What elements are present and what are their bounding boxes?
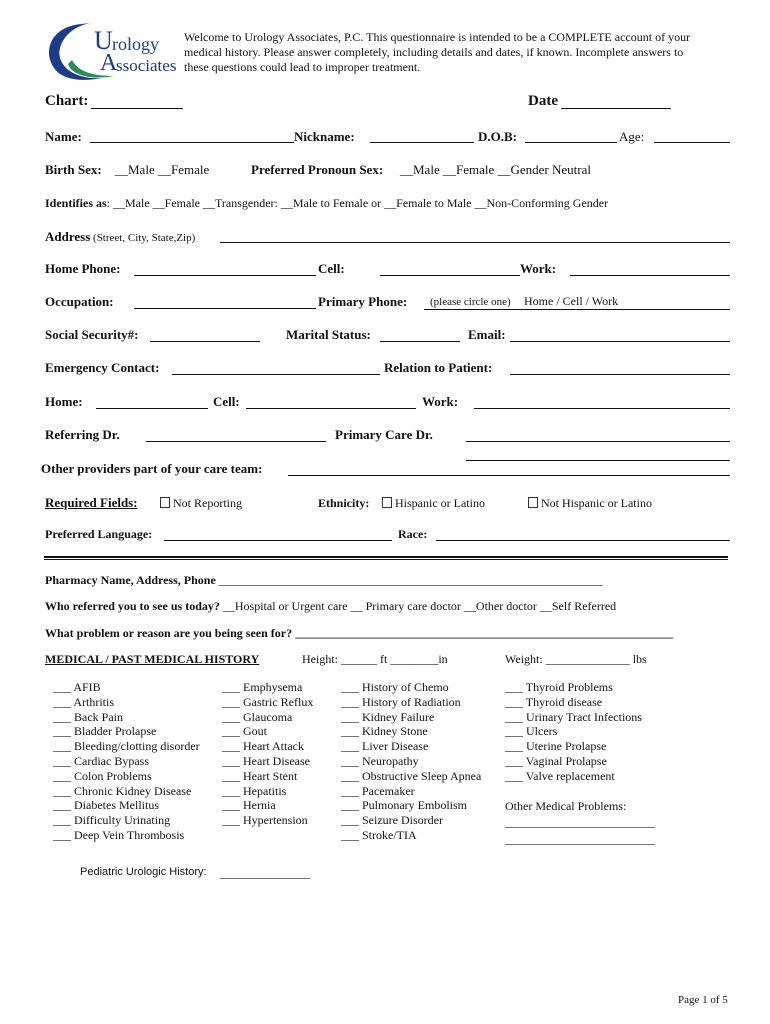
history-column-4 [505, 680, 642, 784]
birth-sex-options[interactable]: __Male __Female [115, 162, 210, 177]
intro-line-3: these questions could lead to improper treatment. [184, 60, 421, 74]
primary-care-field-2[interactable] [466, 460, 730, 461]
hispanic-text: Hispanic or Latino [395, 496, 485, 510]
identifies-row[interactable] [45, 196, 608, 211]
history-item[interactable]: ___ Gout [222, 724, 267, 739]
history-item[interactable]: ___ Uterine Prolapse [505, 739, 607, 754]
height-field[interactable]: Height: ______ ft ________in [302, 652, 448, 666]
email-field[interactable] [510, 341, 730, 342]
other-problems-label: Other Medical Problems: [505, 799, 627, 813]
weight-field[interactable]: Weight: ______________ lbs [505, 652, 647, 666]
chart-label: Chart: [45, 93, 89, 109]
nickname-field[interactable] [370, 142, 474, 143]
history-item[interactable]: ___ Pulmonary Embolism [341, 798, 467, 813]
address-field[interactable] [220, 242, 730, 243]
cell-field[interactable] [380, 275, 520, 276]
date-field[interactable] [561, 108, 671, 109]
occupation-label: Occupation: [45, 294, 114, 309]
pharmacy-label: Pharmacy Name, Address, Phone [45, 573, 219, 587]
history-item[interactable]: ___ History of Radiation [341, 694, 461, 709]
primary-phone-field [424, 309, 730, 310]
chart-field[interactable] [91, 108, 183, 109]
hispanic-option[interactable] [382, 496, 485, 511]
primary-care-field[interactable] [466, 441, 730, 442]
history-item[interactable]: ___ Difficulty Urinating [53, 813, 171, 828]
identifies-label: Identifies as [45, 196, 107, 210]
history-item[interactable]: ___ Vaginal Prolapse [505, 753, 607, 768]
history-item[interactable]: ___ Hernia [222, 798, 276, 813]
name-label: Name: [45, 129, 82, 144]
home-phone-field[interactable] [134, 275, 316, 276]
history-item[interactable]: ___ Pacemaker [341, 783, 415, 798]
logo-text-top: rology [112, 34, 159, 54]
section-divider [44, 556, 728, 560]
pronoun-options[interactable]: __Male __Female __Gender Neutral [400, 162, 591, 177]
intro-line-2: medical history. Please answer completely, including details and dates, if known. Incomplete answers to [184, 45, 684, 59]
history-item[interactable]: ___ Chronic Kidney Disease [53, 783, 192, 798]
history-column-2 [222, 680, 313, 828]
other-problems-field-2[interactable]: _________________________ [505, 832, 655, 846]
history-item[interactable]: ___ Thyroid Problems [505, 680, 613, 694]
history-item[interactable]: ___ Diabetes Mellitus [53, 798, 159, 813]
circle-hint: (please circle one) [430, 296, 511, 308]
work2-label: Work: [422, 394, 459, 409]
history-item[interactable]: ___ Hepatitis [222, 783, 287, 798]
history-item[interactable]: ___ Thyroid disease [505, 694, 603, 709]
who-referred-row[interactable] [45, 599, 616, 614]
history-item[interactable]: ___ Deep Vein Thrombosis [53, 827, 185, 842]
other-problems-field-1[interactable]: _________________________ [505, 815, 655, 829]
ssn-label: Social Security#: [45, 327, 139, 342]
history-item[interactable]: ___ Neuropathy [341, 753, 419, 768]
history-item[interactable]: ___ AFIB [53, 680, 101, 694]
marital-label: Marital Status: [286, 327, 371, 342]
logo-letter-u: U [94, 26, 113, 55]
pronoun-label: Preferred Pronoun Sex: [251, 162, 384, 177]
cell2-label: Cell: [213, 394, 240, 409]
problem-field[interactable]: _______________________________________________________________ [295, 626, 674, 640]
dob-field[interactable] [525, 142, 617, 143]
age-label: Age: [619, 129, 645, 144]
history-item[interactable]: ___ Bladder Prolapse [53, 724, 157, 739]
pediatric-field[interactable]: _______________ [220, 866, 310, 880]
ssn-field[interactable] [150, 341, 260, 342]
history-item[interactable]: ___ Ulcers [505, 724, 558, 739]
history-item[interactable]: ___ Cardiac Bypass [53, 753, 149, 768]
history-column-3 [341, 680, 481, 843]
history-item[interactable]: ___ Hypertension [222, 813, 308, 828]
history-item[interactable]: ___ Liver Disease [341, 739, 429, 754]
dob-label: D.O.B: [478, 129, 517, 144]
marital-field[interactable] [380, 341, 460, 342]
identifies-options[interactable]: : __Male __Female __Transgender: __Male to Female or __Female to Male __Non-Conforming Gender [106, 196, 609, 210]
race-label: Race: [398, 527, 428, 541]
language-label: Preferred Language: [45, 527, 153, 541]
ethnicity-label: Ethnicity: [318, 496, 370, 510]
name-field[interactable] [90, 142, 294, 143]
primary-phone-label: Primary Phone: [318, 294, 408, 309]
urology-associates-logo [42, 20, 182, 84]
not-hispanic-option[interactable] [528, 496, 652, 511]
other-providers-label: Other providers part of your care team: [41, 461, 263, 476]
home-field[interactable] [96, 408, 208, 409]
history-item[interactable]: ___ Glaucoma [222, 709, 293, 724]
logo-letter-a: A [100, 50, 118, 76]
home-label: Home: [45, 394, 83, 409]
required-fields-label: Required Fields: [45, 495, 138, 510]
address-label: Address [45, 229, 91, 244]
work-label: Work: [520, 261, 557, 276]
pharmacy-row[interactable] [45, 573, 603, 588]
history-item[interactable]: ___ Gastric Reflux [222, 694, 314, 709]
history-item[interactable]: ___ Kidney Failure [341, 709, 435, 724]
relation-field[interactable] [510, 374, 730, 375]
emergency-field[interactable] [172, 374, 380, 375]
home-phone-label: Home Phone: [45, 261, 121, 276]
history-item[interactable]: ___ Bleeding/clotting disorder [53, 739, 200, 754]
who-referred-label: Who referred you to see us today? [45, 599, 220, 613]
checkbox-icon[interactable] [160, 497, 170, 508]
birth-sex-label: Birth Sex: [45, 162, 102, 177]
history-item[interactable]: ___ Back Pain [53, 709, 123, 724]
other-providers-field[interactable] [288, 475, 730, 476]
problem-row[interactable] [45, 626, 673, 641]
who-referred-options[interactable]: __Hospital or Urgent care __ Primary care doctor __Other doctor __Self Referred [219, 599, 617, 613]
history-item[interactable]: ___ Colon Problems [53, 768, 152, 783]
medical-history-title: MEDICAL / PAST MEDICAL HISTORY [45, 652, 260, 666]
history-item[interactable]: ___ Heart Stent [222, 768, 298, 783]
address-row [45, 229, 195, 245]
cell-label: Cell: [318, 261, 345, 276]
race-field[interactable] [436, 540, 730, 541]
checkbox-icon[interactable] [528, 497, 538, 508]
history-item[interactable]: ___ Arthritis [53, 694, 115, 709]
primary-phone-options[interactable]: Home / Cell / Work [524, 294, 619, 308]
page-number: Page 1 of 5 [678, 994, 728, 1006]
history-item[interactable]: ___ Valve replacement [505, 768, 615, 783]
nickname-label: Nickname: [294, 129, 355, 144]
email-label: Email: [468, 327, 506, 342]
history-item[interactable]: ___ Heart Disease [222, 753, 310, 768]
referring-label: Referring Dr. [45, 427, 120, 442]
intro-line-1: Welcome to Urology Associates, P.C. This questionnaire is intended to be a COMPLETE account of your [184, 30, 691, 44]
primary-care-label: Primary Care Dr. [335, 427, 433, 442]
history-item[interactable]: ___ Kidney Stone [341, 724, 428, 739]
emergency-label: Emergency Contact: [45, 360, 160, 375]
language-field[interactable] [164, 540, 392, 541]
relation-label: Relation to Patient: [384, 360, 493, 375]
history-item[interactable]: ___ Urinary Tract Infections [505, 709, 642, 724]
not-reporting-text: Not Reporting [173, 496, 242, 510]
checkbox-icon[interactable] [382, 497, 392, 508]
work-field[interactable] [570, 275, 730, 276]
logo-text-bottom: ssociates [116, 56, 177, 75]
history-column-1 [53, 680, 200, 843]
occupation-field[interactable] [134, 308, 316, 309]
problem-label: What problem or reason are you being seen for? [45, 626, 296, 640]
work2-field[interactable] [474, 408, 730, 409]
age-field[interactable] [654, 142, 730, 143]
pediatric-label: Pediatric Urologic History: [80, 866, 207, 878]
history-item[interactable]: ___ Heart Attack [222, 739, 304, 754]
history-item[interactable]: ___ Stroke/TIA [341, 827, 417, 842]
date-label: Date [528, 93, 558, 109]
address-hint: (Street, City, State,Zip) [90, 232, 196, 244]
pharmacy-field[interactable]: ________________________________________________________________ [218, 573, 603, 587]
not-hispanic-text: Not Hispanic or Latino [541, 496, 652, 510]
history-item[interactable]: ___ Emphysema [222, 680, 303, 694]
not-reporting-option[interactable] [160, 496, 242, 511]
history-item[interactable]: ___ Obstructive Sleep Apnea [341, 768, 482, 783]
cell2-field[interactable] [246, 408, 416, 409]
history-item[interactable]: ___ History of Chemo [341, 680, 449, 694]
history-item[interactable]: ___ Seizure Disorder [341, 813, 443, 828]
referring-field[interactable] [146, 441, 326, 442]
